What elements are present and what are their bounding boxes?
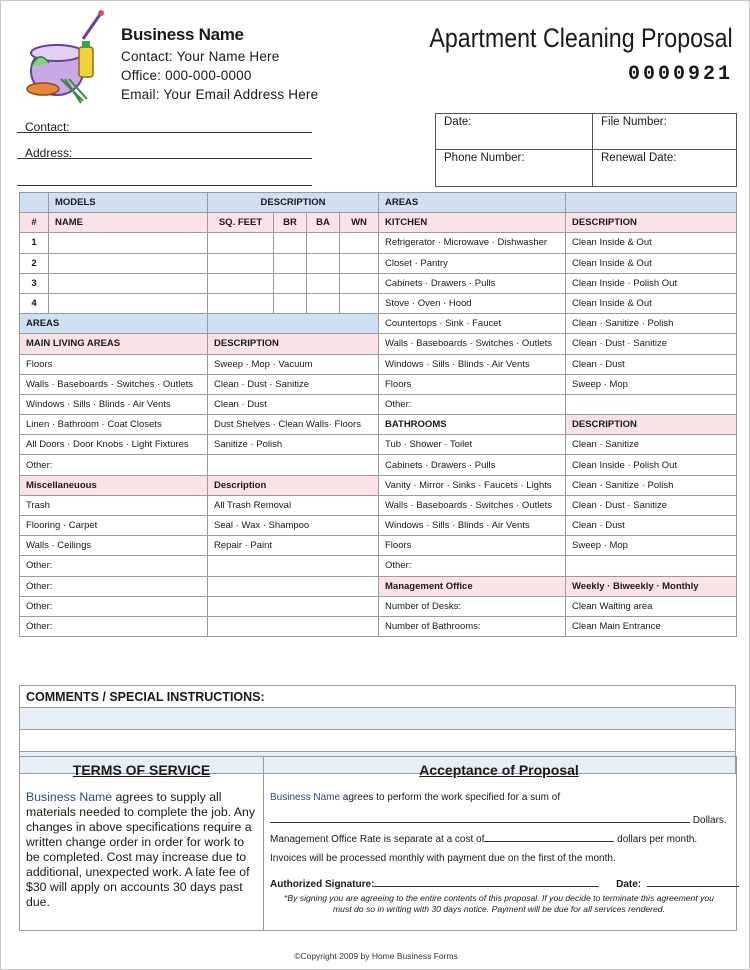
misc-item-desc: All Trash Removal — [208, 495, 379, 515]
terms-body — [26, 790, 257, 910]
email-line: Email: Your Email Address Here — [121, 87, 319, 102]
bathroom-item-desc: Sweep · Mop — [566, 536, 737, 556]
misc-item: Other: — [20, 596, 208, 616]
bathroom-item: Walls · Baseboards · Switches · Outlets — [379, 495, 566, 515]
date-field[interactable] — [436, 114, 593, 150]
table-row — [20, 354, 737, 374]
table-cell — [566, 193, 737, 213]
signing-note-line-2: must do so in writing with 30 days notice. Payment will be due for all services rendered. — [333, 904, 665, 914]
left-areas-header: AREAS — [20, 314, 208, 334]
bathroom-item: Windows · Sills · Blinds · Air Vents — [379, 516, 566, 536]
business-name: Business Name — [121, 25, 244, 44]
living-item: Walls · Baseboards · Switches · Outlets — [20, 374, 208, 394]
kitchen-item: Windows · Sills · Blinds · Air Vents — [379, 354, 566, 374]
acceptance-title: Acceptance of Proposal — [419, 762, 579, 778]
wn-cell[interactable] — [340, 273, 379, 293]
model-row-number: 1 — [20, 233, 49, 253]
model-name-cell[interactable] — [49, 273, 208, 293]
col-wn: WN — [340, 213, 379, 233]
contact-line: Contact: Your Name Here — [121, 49, 280, 64]
misc-desc-header: Description — [208, 475, 379, 495]
kitchen-item: Other: — [379, 394, 566, 414]
terms-business-name: Business Name — [26, 790, 113, 804]
kitchen-item-desc: Clean Inside · Polish Out — [566, 273, 737, 293]
living-item-desc: Sanitize · Polish — [208, 435, 379, 455]
date-label: Date: — [444, 116, 472, 128]
ba-cell[interactable] — [307, 233, 340, 253]
ba-cell[interactable] — [307, 253, 340, 273]
main-living-desc-header: DESCRIPTION — [208, 334, 379, 354]
living-item-desc: Clean · Dust · Sanitize — [208, 374, 379, 394]
wn-cell[interactable] — [340, 233, 379, 253]
file-number-field[interactable] — [593, 114, 736, 150]
ba-cell[interactable] — [307, 273, 340, 293]
client-contact-field[interactable] — [17, 132, 312, 133]
bathroom-item-desc: Clean Inside · Polish Out — [566, 455, 737, 475]
terms-of-service — [19, 756, 264, 931]
kitchen-item: Walls · Baseboards · Switches · Outlets — [379, 334, 566, 354]
living-item: Floors — [20, 354, 208, 374]
bathrooms-desc-header: DESCRIPTION — [566, 415, 737, 435]
client-address-field-2[interactable] — [17, 185, 312, 186]
copyright: ©Copyright 2009 by Home Business Forms — [294, 951, 458, 961]
table-row — [20, 415, 737, 435]
model-name-cell[interactable] — [49, 253, 208, 273]
office-line: Office: 000-000-0000 — [121, 68, 252, 83]
acceptance-sum-line — [270, 792, 560, 803]
phone-number-label: Phone Number: — [444, 152, 525, 164]
sqft-cell[interactable] — [208, 293, 274, 313]
comments-line[interactable] — [20, 708, 736, 730]
table-row — [20, 293, 737, 313]
bathroom-item: Other: — [379, 556, 566, 576]
misc-item: Other: — [20, 556, 208, 576]
right-areas-header: AREAS — [379, 193, 566, 213]
signature-field[interactable] — [374, 877, 599, 887]
mgmt-rate-line — [270, 832, 697, 845]
table-row — [20, 213, 737, 233]
mgmt-item-desc: Clean Main Entrance — [566, 616, 737, 636]
mgmt-rate-label: Management Office Rate is separate at a cost of — [270, 834, 485, 845]
br-cell[interactable] — [274, 233, 307, 253]
misc-item-desc — [208, 576, 379, 596]
terms-title: TERMS OF SERVICE — [72, 762, 211, 778]
col-ba: BA — [307, 213, 340, 233]
living-item: Linen · Bathroom · Coat Closets — [20, 415, 208, 435]
mgmt-rate-field[interactable] — [484, 832, 614, 842]
kitchen-item: Refrigerator · Microwave · Dishwasher — [379, 233, 566, 253]
kitchen-item: Floors — [379, 374, 566, 394]
ba-cell[interactable] — [307, 293, 340, 313]
misc-item-desc — [208, 596, 379, 616]
file-number-label: File Number: — [601, 116, 667, 128]
table-row — [20, 394, 737, 414]
bathroom-item: Tub · Shower · Toilet — [379, 435, 566, 455]
table-row — [20, 455, 737, 475]
acceptance-date-field[interactable] — [647, 877, 739, 887]
table-row — [20, 596, 737, 616]
sqft-cell[interactable] — [208, 273, 274, 293]
table-row — [20, 193, 737, 213]
table-row — [20, 536, 737, 556]
misc-item: Flooring · Carpet — [20, 516, 208, 536]
mgmt-frequency: Weekly · Biweekly · Monthly — [566, 576, 737, 596]
signing-note-line-1: *By signing you are agreeing to the entire contents of this proposal. If you decide to terminate this agreement you — [284, 893, 714, 903]
table-row — [20, 616, 737, 636]
bathroom-item-desc: Clean · Sanitize · Polish — [566, 475, 737, 495]
living-item: Other: — [20, 455, 208, 475]
kitchen-item: Closet · Pantry — [379, 253, 566, 273]
acceptance-of-proposal — [262, 756, 737, 931]
sqft-cell[interactable] — [208, 253, 274, 273]
table-row — [20, 435, 737, 455]
description-header: DESCRIPTION — [208, 193, 379, 213]
table-row — [20, 253, 737, 273]
misc-item-desc — [208, 556, 379, 576]
col-name: NAME — [49, 213, 208, 233]
services-table — [19, 192, 737, 637]
misc-title: Miscellaneuous — [20, 475, 208, 495]
renewal-date-label: Renewal Date: — [601, 152, 677, 164]
misc-item-desc — [208, 616, 379, 636]
table-row — [20, 576, 737, 596]
kitchen-item: Cabinets · Drawers · Pulls — [379, 273, 566, 293]
living-item: Windows · Sills · Blinds · Air Vents — [20, 394, 208, 414]
living-item-desc: Sweep · Mop · Vacuum — [208, 354, 379, 374]
kitchen-item-desc: Clean Inside & Out — [566, 293, 737, 313]
model-row-number: 4 — [20, 293, 49, 313]
comments-line[interactable] — [20, 730, 736, 752]
dollars-label: Dollars. — [692, 815, 727, 826]
table-row — [20, 556, 737, 576]
mgmt-item: Number of Desks: — [379, 596, 566, 616]
misc-item: Walls · Ceilings — [20, 536, 208, 556]
proposal-number: 0000921 — [627, 63, 733, 86]
model-row-number: 2 — [20, 253, 49, 273]
kitchen-desc-header: DESCRIPTION — [566, 213, 737, 233]
bathroom-item: Vanity · Mirror · Sinks · Faucets · Lights — [379, 475, 566, 495]
table-row — [20, 273, 737, 293]
invoice-line: Invoices will be processed monthly with payment due on the first of the month. — [270, 853, 616, 864]
kitchen-title: KITCHEN — [379, 213, 566, 233]
acceptance-business-name: Business Name — [270, 792, 341, 803]
kitchen-item-desc: Clean · Dust · Sanitize — [566, 334, 737, 354]
main-living-title: MAIN LIVING AREAS — [20, 334, 208, 354]
kitchen-item-desc — [566, 394, 737, 414]
mgmt-title: Management Office — [379, 576, 566, 596]
misc-item: Other: — [20, 576, 208, 596]
bathroom-item-desc: Clean · Sanitize — [566, 435, 737, 455]
bathroom-item-desc: Clean · Dust · Sanitize — [566, 495, 737, 515]
document-title: Apartment Cleaning Proposal — [429, 23, 733, 53]
signing-note — [262, 893, 736, 915]
cleaning-supplies-logo — [21, 9, 107, 105]
model-row-number: 3 — [20, 273, 49, 293]
kitchen-item-desc: Sweep · Mop — [566, 374, 737, 394]
model-name-cell[interactable] — [49, 233, 208, 253]
bathrooms-title: BATHROOMS — [379, 415, 566, 435]
col-br: BR — [274, 213, 307, 233]
sqft-cell[interactable] — [208, 233, 274, 253]
table-row — [20, 495, 737, 515]
per-month-label: dollars per month. — [617, 834, 698, 845]
model-name-cell[interactable] — [49, 293, 208, 313]
living-item: All Doors · Door Knobs · Light Fixtures — [20, 435, 208, 455]
client-address-label: Address: — [25, 146, 73, 160]
signature-label: Authorized Signature: — [270, 879, 375, 890]
kitchen-item: Stove · Oven · Hood — [379, 293, 566, 313]
living-item-desc: Clean · Dust — [208, 394, 379, 414]
misc-item-desc: Seal · Wax · Shampoo — [208, 516, 379, 536]
living-item-desc: Dust Shelves · Clean Walls· Floors — [208, 415, 379, 435]
client-contact-label: Contact: — [25, 120, 70, 134]
br-cell[interactable] — [274, 293, 307, 313]
renewal-date-field[interactable] — [593, 150, 736, 186]
col-sqft: SQ. FEET — [208, 213, 274, 233]
misc-item: Trash — [20, 495, 208, 515]
br-cell[interactable] — [274, 273, 307, 293]
kitchen-item-desc: Clean · Sanitize · Polish — [566, 314, 737, 334]
wn-cell[interactable] — [340, 253, 379, 273]
models-header: MODELS — [49, 193, 208, 213]
misc-item: Other: — [20, 616, 208, 636]
kitchen-item-desc: Clean Inside & Out — [566, 233, 737, 253]
br-cell[interactable] — [274, 253, 307, 273]
bathroom-item-desc: Clean · Dust — [566, 516, 737, 536]
acceptance-dollars-line — [270, 813, 727, 826]
living-item-desc — [208, 455, 379, 475]
table-cell — [20, 193, 49, 213]
table-row — [20, 475, 737, 495]
sum-amount-field[interactable] — [270, 813, 690, 823]
misc-item-desc: Repair · Paint — [208, 536, 379, 556]
table-row — [20, 233, 737, 253]
business-block — [121, 25, 318, 102]
table-cell — [208, 314, 379, 334]
col-num: # — [20, 213, 49, 233]
kitchen-item-desc: Clean · Dust — [566, 354, 737, 374]
comments-title: COMMENTS / SPECIAL INSTRUCTIONS: — [20, 686, 736, 708]
proposal-info-box — [435, 113, 737, 187]
table-row — [20, 314, 737, 334]
mgmt-item: Number of Bathrooms: — [379, 616, 566, 636]
client-address-field[interactable] — [17, 158, 312, 159]
table-row — [20, 334, 737, 354]
acceptance-sum-text: agrees to perform the work specified for a sum of — [340, 792, 561, 803]
table-row — [20, 516, 737, 536]
acceptance-date-label: Date: — [616, 879, 642, 890]
wn-cell[interactable] — [340, 293, 379, 313]
table-row — [20, 374, 737, 394]
phone-number-field[interactable] — [436, 150, 593, 186]
bathroom-item: Cabinets · Drawers · Pulls — [379, 455, 566, 475]
bathroom-item-desc — [566, 556, 737, 576]
kitchen-item-desc: Clean Inside & Out — [566, 253, 737, 273]
terms-text: agrees to supply all materials needed to complete the job. Any changes in above specifications require a written change order in order for work to be completed. Cost may increase due to additional, unexpected work. A late fee of $30 will apply on accounts 30 days past due. — [26, 790, 255, 909]
mgmt-item-desc: Clean Waiting area — [566, 596, 737, 616]
signature-line — [270, 877, 739, 890]
bathroom-item: Floors — [379, 536, 566, 556]
kitchen-item: Countertops · Sink · Faucet — [379, 314, 566, 334]
